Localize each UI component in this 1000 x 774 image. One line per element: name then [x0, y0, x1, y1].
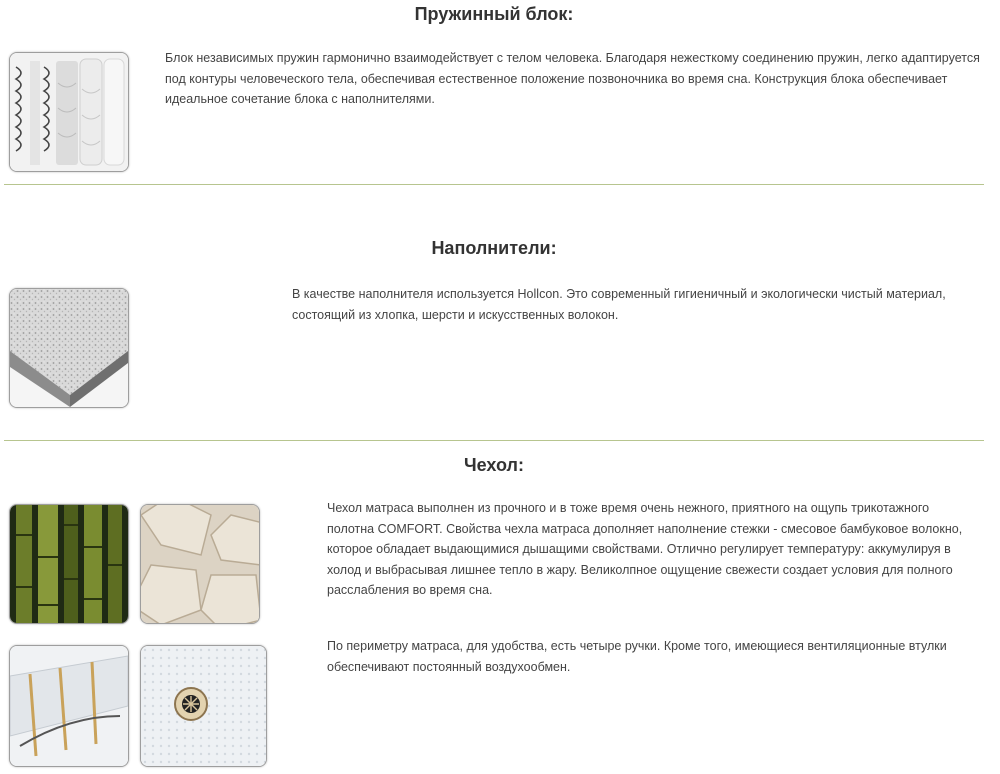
section-text-cover-2: По периметру матраса, для удобства, есть четыре ручки. Кроме того, имеющиеся вентиляционные втулки обеспечивают постоянный воздухообмен. [327, 639, 947, 674]
section-text-cover-1: Чехол матраса выполнен из прочного и в тоже время очень нежного, приятного на ощупь трикотажного полотна COMFORT. Свойства чехла матраса дополняет наполнение стежки - смесовое бамбуковое волокно, которое обладает выдающимися дышащими свойствами. Отлично регулирует температуру: аккумулируя в холод и выбрасывая лишнее тепло в жару. Великолпное ощущение свежести создает условия для полного расслабления во время сна. [327, 501, 963, 597]
bamboo-icon [9, 504, 129, 624]
ventilation-grommet-icon [140, 645, 267, 767]
section-title-filler: Наполнители: [431, 238, 557, 258]
section-divider [4, 184, 984, 185]
quilted-fabric-icon [140, 504, 260, 624]
spring-block-icon [9, 52, 129, 172]
mattress-handle-icon [9, 645, 129, 767]
section-title-springs: Пружинный блок: [414, 4, 574, 24]
section-title-cover: Чехол: [464, 455, 524, 475]
section-divider [4, 440, 984, 441]
section-text-springs: Блок независимых пружин гармонично взаимодействует с телом человека. Благодаря нежесткому соединению пружин, легко адаптируется под контуры человеческого тела, обеспечивая естественное положение позвоночника во время сна. Конструкция блока обеспечивает идеальное сочетание блока с наполнителями. [165, 51, 980, 106]
section-text-filler: В качестве наполнителя используется Hollcon. Это современный гигиеничный и экологически чистый материал, состоящий из хлопка, шерсти и искусственных волокон. [292, 287, 946, 322]
filler-slab-icon [9, 288, 129, 408]
